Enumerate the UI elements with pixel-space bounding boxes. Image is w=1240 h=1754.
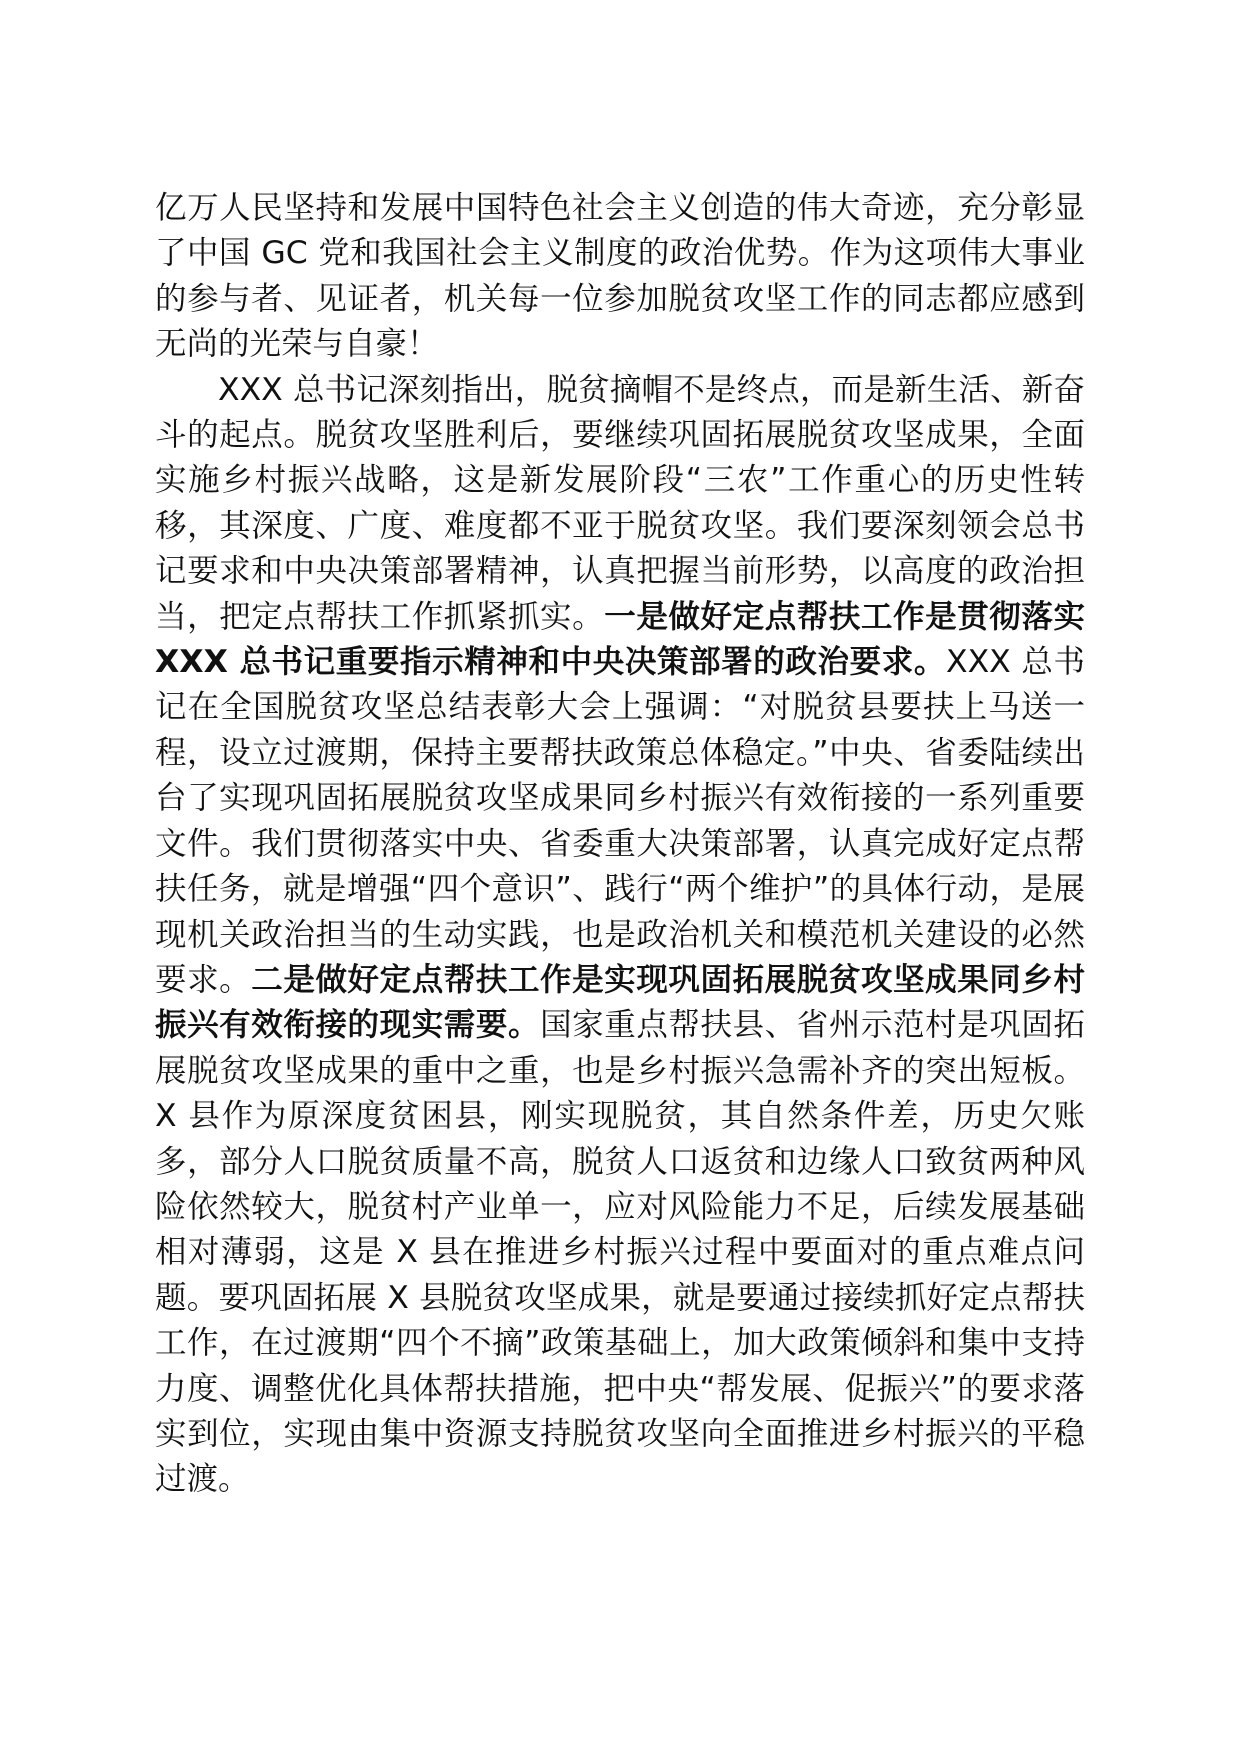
bold-heading-point-2: 二是做好定点帮扶工作是实现巩固拓展脱贫攻坚成果同乡村振兴有效衔接的现实需要。 xyxy=(155,961,1085,1044)
text-segment: XXX 总书记在全国脱贫攻坚总结表彰大会上强调：“对脱贫县要扶上马送一程，设立过渡期，保持主要帮扶政策总体稳定。”中央、省委陆续出台了实现巩固拓展脱贫攻坚成果同乡村振兴有效衔接的一系列重要文件。我们贯彻落实中央、省委重大决策部署，认真完成好定点帮扶任务，就是增强“四个意识”、践行“两个维护”的具体行动，是展现机关政治担当的生动实践，也是政治机关和模范机关建设的必然要求。 xyxy=(155,644,1085,998)
bold-heading-point-1: 一是做好定点帮扶工作是贯彻落实 XXX 总书记重要指示精神和中央决策部署的政治要求。 xyxy=(155,598,1085,681)
paragraph-1 xyxy=(155,186,1085,368)
text-segment: XXX 总书记深刻指出，脱贫摘帽不是终点，而是新生活、新奋斗的起点。脱贫攻坚胜利后，要继续巩固拓展脱贫攻坚成果，全面实施乡村振兴战略，这是新发展阶段“三农”工作重心的历史性转移，其深度、广度、难度都不亚于脱贫攻坚。我们要深刻领会总书记要求和中央决策部署精神，认真把握当前形势，以高度的政治担当，把定点帮扶工作抓紧抓实。 xyxy=(155,371,1085,635)
text-segment: 亿万人民坚持和发展中国特色社会主义创造的伟大奇迹，充分彰显了中国 GC 党和我国社会主义制度的政治优势。作为这项伟大事业的参与者、见证者，机关每一位参加脱贫攻坚工作的同志都应感到无尚的光荣与自豪！ xyxy=(155,190,1085,363)
body-text xyxy=(155,186,1085,1503)
text-segment: 国家重点帮扶县、省州示范村是巩固拓展脱贫攻坚成果的重中之重，也是乡村振兴急需补齐的突出短板。X 县作为原深度贫困县，刚实现脱贫，其自然条件差，历史欠账多，部分人口脱贫质量不高，脱贫人口返贫和边缘人口致贫两种风险依然较大，脱贫村产业单一，应对风险能力不足，后续发展基础相对薄弱，这是 X 县在推进乡村振兴过程中要面对的重点难点问题。要巩固拓展 X 县脱贫攻坚成果，就是要通过接续抓好定点帮扶工作，在过渡期“四个不摘”政策基础上，加大政策倾斜和集中支持力度、调整优化具体帮扶措施，把中央“帮发展、促振兴”的要求落实到位，实现由集中资源支持脱贫攻坚向全面推进乡村振兴的平稳过渡。 xyxy=(155,1007,1085,1498)
paragraph-2 xyxy=(155,368,1085,1503)
